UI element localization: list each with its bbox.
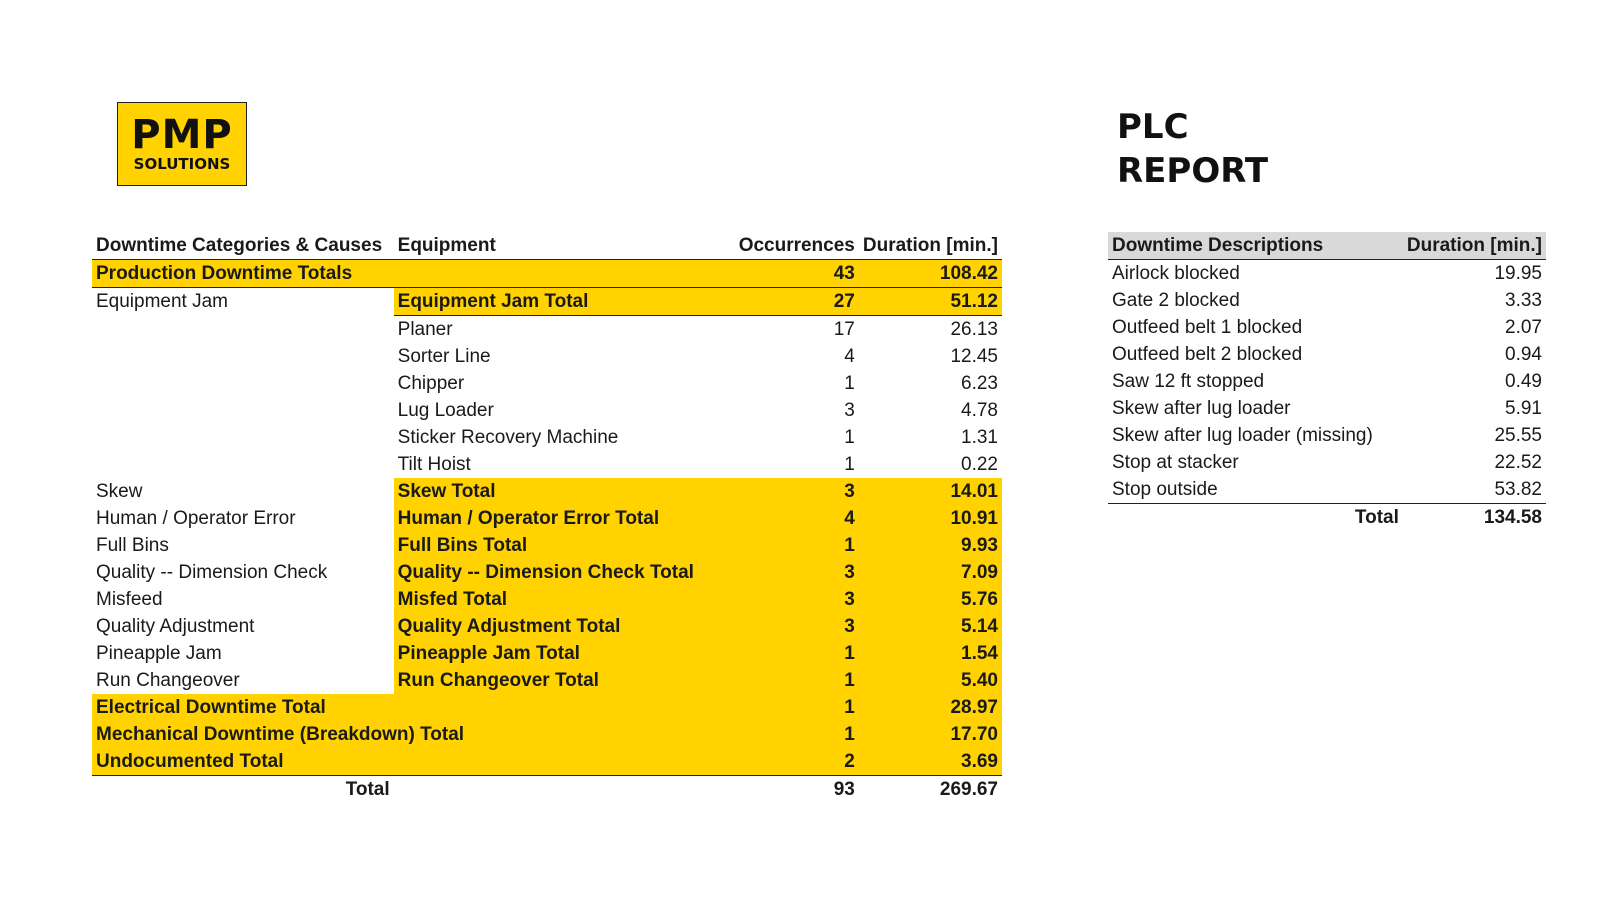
table-row: [92, 451, 1002, 478]
report-title-line-2: REPORT: [1117, 151, 1269, 191]
production-total-row: [92, 260, 1002, 288]
description-cell: Skew after lug loader: [1112, 398, 1291, 419]
occurrences-cell: 1: [713, 640, 859, 667]
duration-cell: 3.33: [1505, 290, 1542, 311]
table-row: [92, 370, 1002, 397]
duration-cell: 7.09: [859, 559, 1002, 586]
duration-cell: 25.55: [1494, 425, 1542, 446]
equipment-jam-total-duration: 51.12: [859, 288, 1002, 316]
grand-total-label: Total: [92, 776, 394, 804]
subcategory-total-row: [92, 478, 1002, 505]
occurrences-cell: 2: [713, 748, 859, 776]
plc-total-label: Total: [1354, 507, 1399, 528]
duration-cell: 6.23: [961, 373, 998, 394]
equipment-jam-total-label: Equipment Jam Total: [394, 288, 713, 316]
duration-cell: 5.91: [1505, 398, 1542, 419]
duration-cell: 53.82: [1403, 476, 1546, 504]
duration-cell: 10.91: [859, 505, 1002, 532]
mechanical-total-row: [92, 721, 1002, 748]
occurrences-cell: 1: [713, 721, 859, 748]
category-cell: Misfeed: [96, 589, 163, 610]
table-row: [1108, 368, 1546, 395]
production-total-occurrences: 43: [713, 260, 859, 288]
production-total-label: Production Downtime Totals: [92, 260, 713, 288]
table-row: [1108, 341, 1546, 368]
description-cell: Stop at stacker: [1112, 452, 1239, 473]
category-cell: Run Changeover: [96, 670, 240, 691]
duration-cell: 12.45: [950, 346, 998, 367]
occurrences-cell: 1: [844, 427, 855, 448]
duration-cell: 5.40: [859, 667, 1002, 694]
occurrences-cell: 3: [713, 586, 859, 613]
occurrences-cell: 3: [713, 478, 859, 505]
header-categories: Downtime Categories & Causes: [92, 232, 394, 260]
duration-cell: 14.01: [859, 478, 1002, 505]
category-cell: Quality Adjustment: [96, 616, 255, 637]
header-equipment: Equipment: [394, 232, 713, 260]
duration-cell: 3.69: [859, 748, 1002, 776]
plc-descriptions-table: [1108, 232, 1546, 531]
electrical-total-label: Electrical Downtime Total: [92, 694, 713, 721]
duration-cell: 22.52: [1494, 452, 1542, 473]
table-row: [1108, 476, 1546, 504]
grand-total-occurrences: 93: [713, 776, 859, 804]
grand-total-duration: 269.67: [859, 776, 1002, 804]
table-row: [92, 397, 1002, 424]
table-row: [92, 316, 1002, 344]
duration-cell: 1.31: [961, 427, 998, 448]
production-total-duration: 108.42: [859, 260, 1002, 288]
duration-cell: 17.70: [859, 721, 1002, 748]
duration-cell: 0.22: [961, 454, 998, 475]
subcategory-total-row: [92, 505, 1002, 532]
occurrences-cell: 4: [844, 346, 855, 367]
subcategory-total-row: [92, 532, 1002, 559]
table-row: [1108, 260, 1546, 288]
equipment-name: Chipper: [397, 373, 465, 394]
duration-cell: 5.76: [859, 586, 1002, 613]
table-row: [1108, 287, 1546, 314]
subcategory-total-label: Run Changeover Total: [394, 667, 713, 694]
table-row: [1108, 395, 1546, 422]
subcategory-total-label: Misfed Total: [394, 586, 713, 613]
duration-cell: 4.78: [961, 400, 998, 421]
description-cell: Stop outside: [1108, 476, 1403, 504]
electrical-total-row: [92, 694, 1002, 721]
occurrences-cell: 17: [833, 319, 855, 340]
mechanical-total-label: Mechanical Downtime (Breakdown) Total: [92, 721, 713, 748]
duration-cell: 9.93: [859, 532, 1002, 559]
subcategory-total-label: Skew Total: [394, 478, 713, 505]
table-row: [1108, 314, 1546, 341]
downtime-categories-table: [92, 232, 1002, 803]
table-row: [1108, 449, 1546, 476]
description-cell: Outfeed belt 2 blocked: [1112, 344, 1303, 365]
plc-total-row: [1108, 504, 1546, 532]
duration-cell: 0.94: [1505, 344, 1542, 365]
description-cell: Gate 2 blocked: [1112, 290, 1240, 311]
occurrences-cell: 3: [713, 559, 859, 586]
subcategory-total-label: Pineapple Jam Total: [394, 640, 713, 667]
category-cell: Skew: [96, 481, 143, 502]
duration-cell: 2.07: [1505, 317, 1542, 338]
duration-cell: 0.49: [1505, 371, 1542, 392]
header-descriptions: Downtime Descriptions: [1108, 232, 1403, 260]
subcategory-total-row: [92, 613, 1002, 640]
header-occurrences: Occurrences: [713, 232, 859, 260]
occurrences-cell: 1: [844, 373, 855, 394]
duration-cell: 1.54: [859, 640, 1002, 667]
equipment-jam-total-row: [92, 288, 1002, 316]
occurrences-cell: 1: [844, 454, 855, 475]
header-duration: Duration [min.]: [1403, 232, 1546, 260]
grand-total-row: [92, 776, 1002, 804]
logo-mark: PMP: [131, 112, 233, 158]
description-cell: Airlock blocked: [1112, 263, 1240, 284]
undocumented-total-row: [92, 748, 1002, 776]
description-cell: Skew after lug loader (missing): [1112, 425, 1373, 446]
subcategory-total-row: [92, 667, 1002, 694]
description-cell: Saw 12 ft stopped: [1112, 371, 1265, 392]
report-title-line-1: PLC: [1117, 107, 1189, 147]
table-header-row: [92, 232, 1002, 260]
occurrences-cell: 3: [844, 400, 855, 421]
equipment-name: Lug Loader: [397, 400, 494, 421]
company-logo: [117, 102, 247, 186]
subcategory-total-row: [92, 640, 1002, 667]
occurrences-cell: 1: [713, 667, 859, 694]
category-cell: Quality -- Dimension Check: [96, 562, 328, 583]
header-duration: Duration [min.]: [859, 232, 1002, 260]
equipment-name: Planer: [397, 319, 453, 340]
undocumented-total-label: Undocumented Total: [92, 748, 713, 776]
category-cell: Full Bins: [96, 535, 169, 556]
plc-header-row: [1108, 232, 1546, 260]
duration-cell: 26.13: [950, 319, 998, 340]
subcategory-total-label: Full Bins Total: [394, 532, 713, 559]
subcategory-total-row: [92, 586, 1002, 613]
logo-subtitle: SOLUTIONS: [133, 155, 231, 173]
subcategory-total-label: Quality Adjustment Total: [394, 613, 713, 640]
description-cell: Outfeed belt 1 blocked: [1112, 317, 1303, 338]
subcategory-total-label: Human / Operator Error Total: [394, 505, 713, 532]
category-cell: Human / Operator Error: [96, 508, 296, 529]
category-cell: Equipment Jam: [96, 291, 229, 313]
occurrences-cell: 4: [713, 505, 859, 532]
table-row: [92, 424, 1002, 451]
duration-cell: 5.14: [859, 613, 1002, 640]
category-cell: Pineapple Jam: [96, 643, 222, 664]
occurrences-cell: 1: [713, 532, 859, 559]
equipment-jam-total-occurrences: 27: [713, 288, 859, 316]
subcategory-total-row: [92, 559, 1002, 586]
occurrences-cell: 1: [713, 694, 859, 721]
table-row: [92, 343, 1002, 370]
duration-cell: 28.97: [859, 694, 1002, 721]
equipment-name: Sticker Recovery Machine: [397, 427, 619, 448]
equipment-name: Sorter Line: [397, 346, 491, 367]
table-row: [1108, 422, 1546, 449]
duration-cell: 19.95: [1494, 263, 1542, 284]
report-title: [1117, 105, 1268, 193]
equipment-name: Tilt Hoist: [397, 454, 471, 475]
subcategory-total-label: Quality -- Dimension Check Total: [394, 559, 713, 586]
plc-total-duration: 134.58: [1483, 507, 1542, 528]
occurrences-cell: 3: [713, 613, 859, 640]
